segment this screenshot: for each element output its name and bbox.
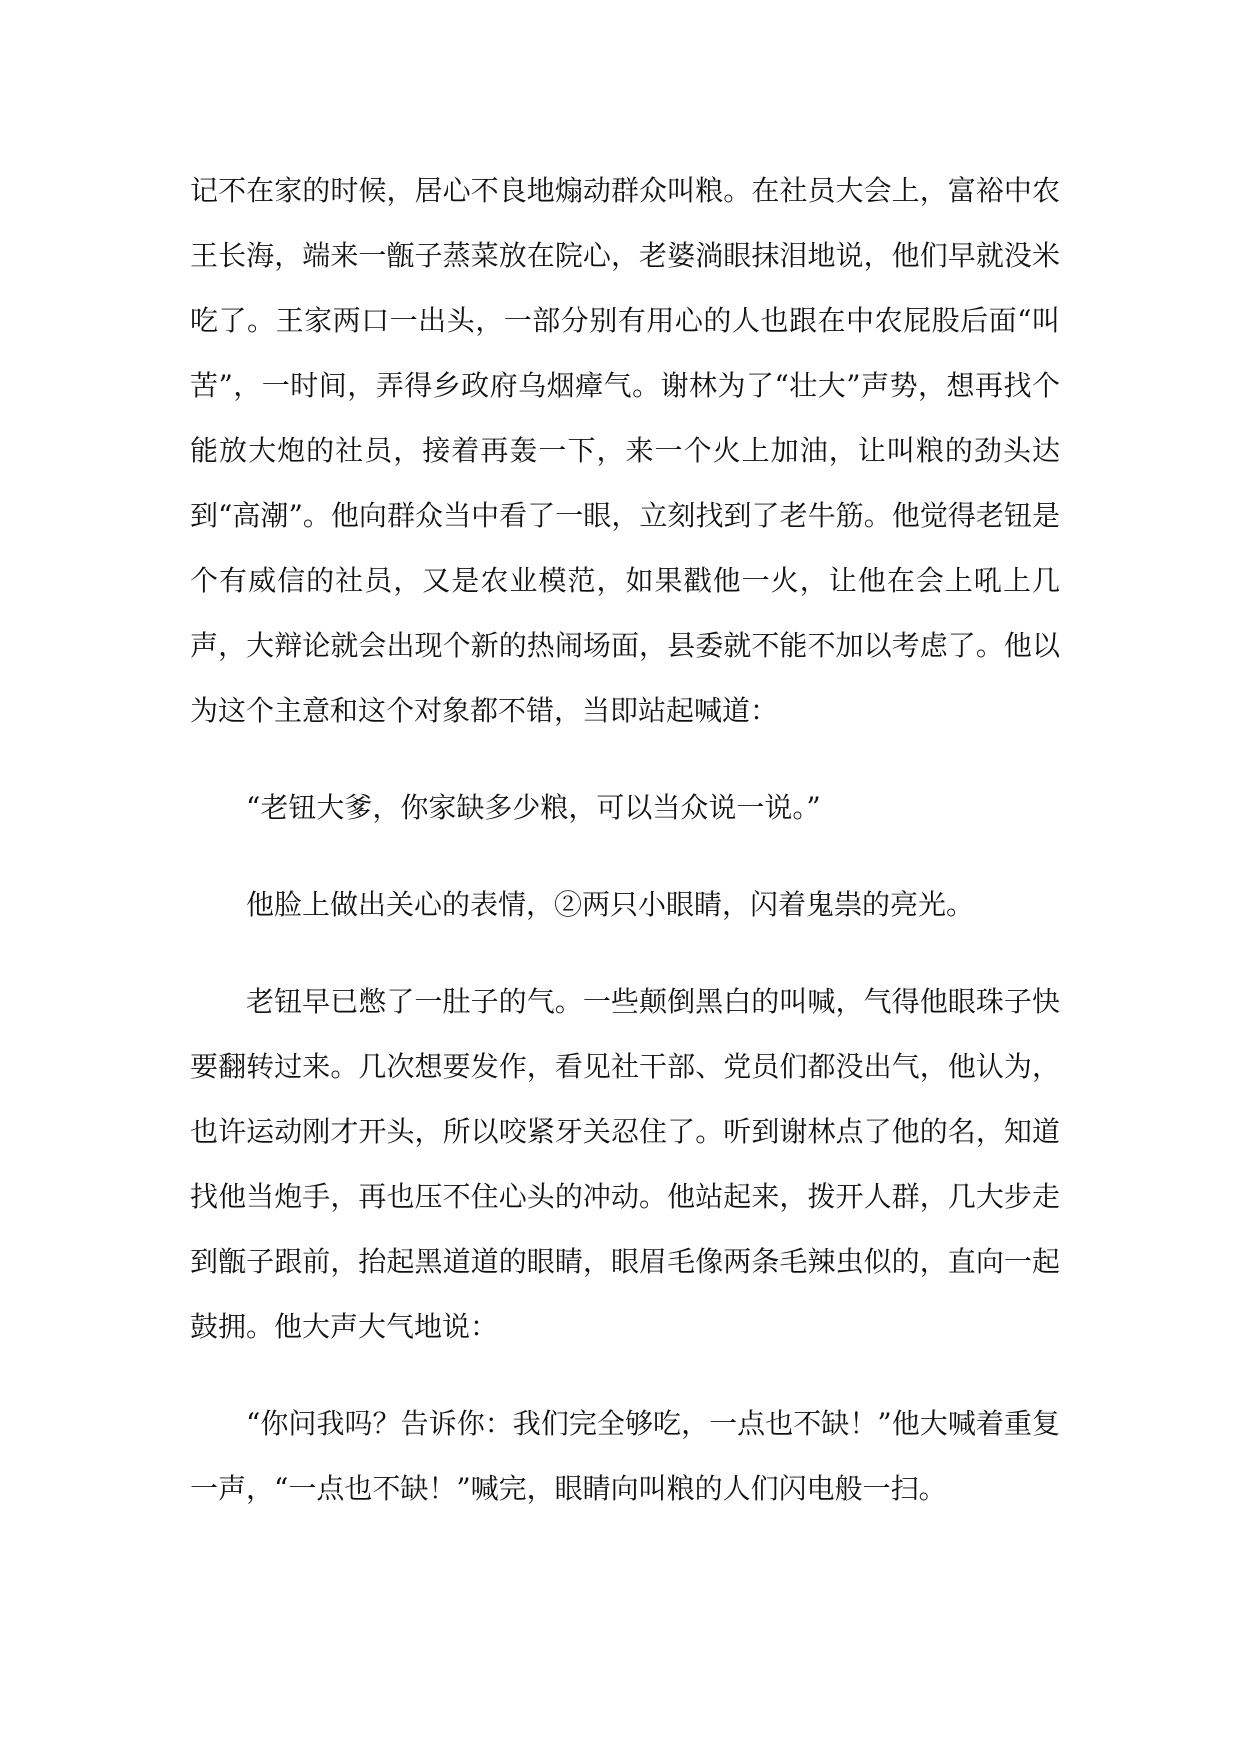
- paragraph-4: 老钮早已憋了一肚子的气。一些颠倒黑白的叫喊，气得他眼珠子快要翻转过来。几次想要发作，看见社干部、党员们都没出气，他认为，也许运动刚才开头，所以咬紧牙关忍住了。听到谢林点了他的名，知道找他当炮手，再也压不住心头的冲动。他站起来，拨开人群，几大步走到甑子跟前，抬起黑道道的眼睛，眼眉毛像两条毛辣虫似的，直向一起鼓拥。他大声大气地说：: [190, 985, 1060, 1343]
- paragraph-3: 他脸上做出关心的表情，②两只小眼睛，闪着鬼祟的亮光。: [246, 888, 975, 921]
- document-body: [190, 158, 1060, 1521]
- paragraph-1: 记不在家的时候，居心不良地煽动群众叫粮。在社员大会上，富裕中农王长海，端来一甑子蒸菜放在院心，老婆淌眼抹泪地说，他们早就没米吃了。王家两口一出头，一部分别有用心的人也跟在中农屁股后面“叫苦”，一时间，弄得乡政府乌烟瘴气。谢林为了“壮大”声势，想再找个能放大炮的社员，接着再轰一下，来一个火上加油，让叫粮的劲头达到“高潮”。他向群众当中看了一眼，立刻找到了老牛筋。他觉得老钮是个有威信的社员，又是农业模范，如果戳他一火，让他在会上吼上几声，大辩论就会出现个新的热闹场面，县委就不能不加以考虑了。他以为这个主意和这个对象都不错，当即站起喊道：: [190, 174, 1060, 727]
- paragraph-5: “你问我吗？告诉你：我们完全够吃，一点也不缺！”他大喊着重复一声，“一点也不缺！”喊完，眼睛向叫粮的人们闪电般一扫。: [190, 1407, 1060, 1505]
- paragraph-2: “老钮大爹，你家缺多少粮，可以当众说一说。”: [246, 791, 821, 824]
